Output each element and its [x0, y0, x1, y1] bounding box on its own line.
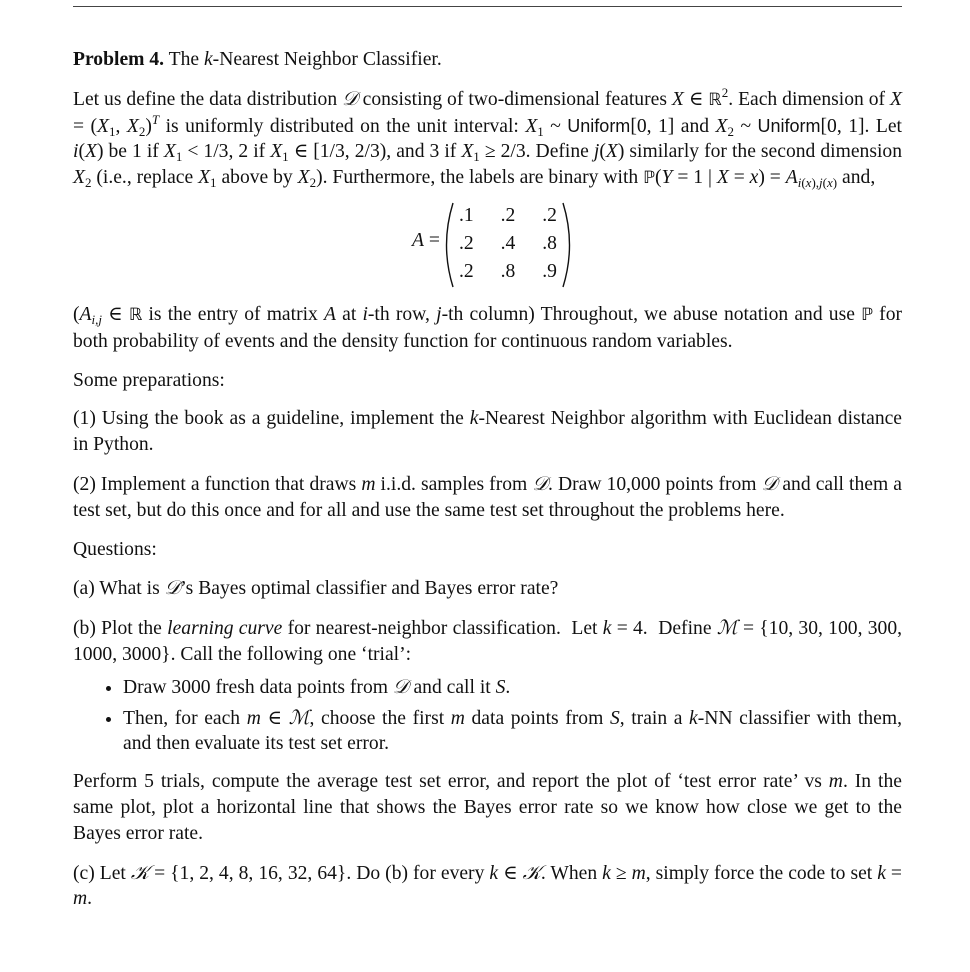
- matrix-cell: .2: [459, 232, 474, 254]
- matrix-cell: .2: [459, 260, 474, 282]
- matrix-row-3: [459, 259, 557, 285]
- matrix-cell: .2: [542, 204, 557, 226]
- problem-page: [73, 47, 902, 912]
- questions-heading: Questions:: [73, 538, 157, 560]
- definition-paragraph: Let us define the data distribution 𝒟 consisting of two-dimensional features X ∈ ℝ$^2$. Each dimension of $X = (X_1$, $X_2)^T$ is uniformly distributed on the unit interval: $X_1$ ~ Uniform[0, 1] and $X_2$ ~ Uniform[0, 1]. Let i(X) be 1 if $X_1 < 1/3$, 2 if $X_1$ ∈ [1/3, 2/3), and 3 if $X_1 \ge 2/3$. Define j(X) similarly for the second dimension $X_2$ (i.e., replace $X_1$ above by $X_2$). Furthermore, the labels are binary with ℙ(Y = 1 | $X = x) = A_{i(x),j(x)}$ and,: [73, 84, 902, 191]
- matrix-row-2: [459, 231, 557, 257]
- preparations-heading: Some preparations:: [73, 369, 225, 391]
- matrix-cell: .9: [542, 260, 557, 282]
- matrix-cell: .8: [542, 232, 557, 254]
- right-paren: [561, 202, 577, 288]
- matrix-cell: .4: [500, 232, 516, 254]
- matrix-label: A =: [412, 229, 440, 251]
- matrix-A: [73, 202, 902, 294]
- problem-heading: Problem 4. The k-Nearest Neighbor Classifier.: [73, 49, 442, 70]
- left-paren: [439, 202, 455, 288]
- perform-paragraph: Perform 5 trials, compute the average test set error, and report the plot of ‘test error rate’ vs m. In the same plot, plot a horizontal line that shows the Bayes error rate so we know how close we get to the Bayes error rate.: [73, 771, 902, 844]
- notation-note: ($A_{i,j}$ ∈ ℝ is the entry of matrix A at i-th row, j-th column) Throughout, we abuse notation and use ℙ for both probability of events and the density function for continuous random variables.: [73, 303, 903, 352]
- list-item: • Then, for each m ∈ ℳ, choose the first m data points from S, train a k-NN classifier with them, and then evaluate its test set error.: [123, 705, 902, 758]
- problem-label: Problem 4.: [73, 49, 165, 70]
- prep-2: (2) Implement a function that draws m i.i.d. samples from 𝒟. Draw 10,000 points from 𝒟 and call them a test set, but do this once and for all and use the same test set throughout the problems here.: [73, 471, 902, 521]
- matrix-cell: .1: [459, 204, 474, 226]
- question-b: (b) Plot the learning curve for nearest-neighbor classification. Let k = 4. Define ℳ = {10, 30, 100, 300, 1000, 3000}. Call the following one ‘trial’:: [73, 616, 903, 665]
- question-c: (c) Let 𝒦 = {1, 2, 4, 8, 16, 32, 64}. Do (b) for every k ∈ 𝒦. When k ≥ m, simply force the code to set k = m.: [73, 860, 902, 910]
- top-rule: [73, 6, 902, 7]
- question-a: (a) What is 𝒟’s Bayes optimal classifier and Bayes error rate?: [73, 576, 559, 600]
- list-item: • Draw 3000 fresh data points from 𝒟 and call it S.: [123, 674, 902, 701]
- matrix-row-1: [459, 203, 557, 229]
- matrix-cell: .8: [500, 260, 516, 282]
- trial-steps: [73, 674, 902, 757]
- prep-1: (1) Using the book as a guideline, implement the k-Nearest Neighbor algorithm with Euclidean distance in Python.: [73, 408, 903, 456]
- matrix-cell: .2: [500, 204, 516, 226]
